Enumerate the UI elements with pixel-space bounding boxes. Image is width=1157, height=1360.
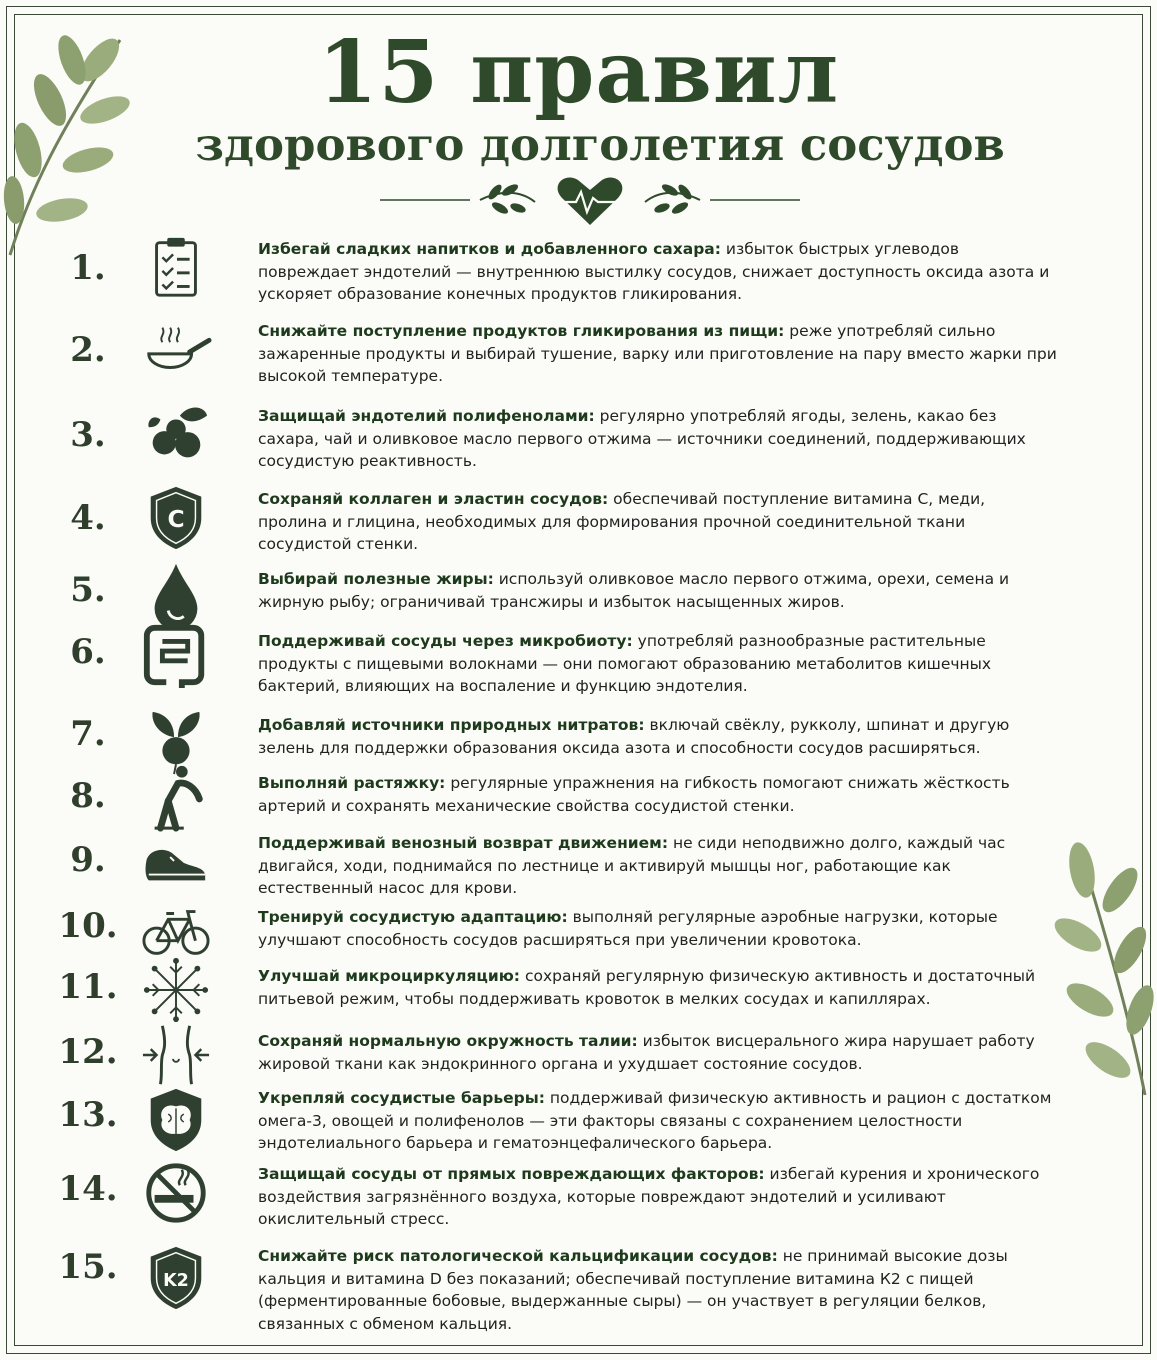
rule-number: 11.	[58, 967, 118, 1007]
rule-heading: Сохраняй нормальную окружность талии:	[258, 1032, 638, 1050]
rule-body: выполняй регулярные аэробные нагрузки, которые улучшают способность сосудов расширяться при увеличении кровотока.	[258, 908, 998, 949]
rule-heading: Выбирай полезные жиры:	[258, 570, 494, 588]
frying-pan-icon	[140, 315, 212, 385]
rule-text	[258, 772, 1058, 817]
heart-divider-icon	[380, 170, 800, 230]
rule-body: поддерживай физическую активность и рацион с достатком омега-3, овощей и полифенолов — эти факторы связаны с сохранением целостности эндотелиального барьера и гематоэнцефалического барьера.	[258, 1089, 1052, 1152]
rule-number: 3.	[70, 415, 106, 455]
rule-text	[258, 714, 1058, 759]
clipboard-checklist-icon	[140, 233, 212, 303]
rule-heading: Улучшай микроциркуляцию:	[258, 967, 521, 985]
rule-body: избыток висцерального жира нарушает работу жировой ткани как эндокринного органа и ухудшает состояние сосудов.	[258, 1032, 1035, 1073]
rule-number: 15.	[58, 1247, 118, 1287]
rule-text	[258, 832, 1058, 900]
rule-body: регулярно употребляй ягоды, зелень, какао без сахара, чай и оливковое масло первого отжима — источники соединений, поддерживающих сосудистую реактивность.	[258, 407, 1026, 470]
rule-text	[258, 630, 1058, 698]
rule-heading: Тренируй сосудистую адаптацию:	[258, 908, 568, 926]
rule-item	[0, 630, 1157, 700]
rule-heading: Добавляй источники природных нитратов:	[258, 716, 645, 734]
rule-heading: Защищай эндотелий полифенолами:	[258, 407, 595, 425]
rule-number: 8.	[70, 776, 106, 816]
rule-text	[258, 1030, 1058, 1075]
rule-heading: Поддерживай сосуды через микробиоту:	[258, 632, 633, 650]
rule-text	[258, 405, 1058, 473]
page-title: 15 правил	[317, 22, 840, 123]
rule-text	[258, 320, 1058, 388]
rule-body: избыток быстрых углеводов повреждает эндотелий — внутреннюю выстилку сосудов, снижает доступность оксида азота и ускоряет образование конечных продуктов гликирования.	[258, 240, 1050, 303]
rule-heading: Снижайте поступление продуктов гликирования из пищи:	[258, 322, 785, 340]
page-subtitle: здорового долголетия сосудов	[195, 118, 1005, 171]
rule-body: обеспечивай поступление витамина С, меди, пролина и глицина, необходимых для формирования прочной соединительной ткани сосудистой стенки.	[258, 490, 986, 553]
waist-icon	[140, 1020, 212, 1090]
brain-shield-icon	[140, 1085, 212, 1155]
rule-number: 10.	[58, 906, 118, 946]
rule-heading: Снижайте риск патологической кальцификации сосудов:	[258, 1247, 778, 1265]
rule-heading: Избегай сладких напитков и добавленного сахара:	[258, 240, 721, 258]
rule-number: 6.	[70, 632, 106, 672]
rule-body: не принимай высокие дозы кальция и витамина D без показаний; обеспечивай поступление витамина К2 с пищей (ферментированные бобовые, выдержанные сыры) — он участвует в регуляции белков, связанных с обменом кальция.	[258, 1247, 1008, 1333]
rule-text	[258, 1087, 1058, 1155]
rule-heading: Поддерживай венозный возврат движением:	[258, 834, 669, 852]
rule-item	[0, 1245, 1157, 1333]
no-smoking-icon	[140, 1158, 212, 1228]
vitamin-c-shield-icon	[140, 483, 212, 553]
rule-number: 12.	[58, 1032, 118, 1072]
rule-item	[0, 1087, 1157, 1157]
rule-number: 5.	[70, 570, 106, 610]
rule-body: включай свёклу, рукколу, шпинат и другую зелень для поддержки образования оксида азота и способности сосудов расширяться.	[258, 716, 1010, 757]
rule-body: употребляй разнообразные растительные продукты с пищевыми волокнами — они помогают образованию метаболитов кишечных бактерий, влияющих на воспаление и функцию эндотелия.	[258, 632, 992, 695]
rule-heading: Выполняй растяжку:	[258, 774, 446, 792]
rule-text	[258, 1245, 1058, 1335]
rule-body: избегай курения и хронического воздействия загрязнённого воздуха, которые повреждают эндотелий и усиливают окислительный стресс.	[258, 1165, 1040, 1228]
rule-heading: Защищай сосуды от прямых повреждающих факторов:	[258, 1165, 765, 1183]
rule-item	[0, 238, 1157, 308]
rule-number: 4.	[70, 498, 106, 538]
rule-body: сохраняй регулярную физическую активность и достаточный питьевой режим, чтобы поддерживать кровоток в мелких сосудах и капиллярах.	[258, 967, 1036, 1008]
svg-text:C: C	[167, 504, 185, 533]
rule-number: 1.	[70, 248, 106, 288]
rule-item	[0, 405, 1157, 475]
rule-item	[0, 1163, 1157, 1233]
rule-item	[0, 320, 1157, 390]
rule-text	[258, 568, 1058, 613]
rule-text	[258, 906, 1058, 951]
rule-text	[258, 1163, 1058, 1231]
rule-number: 14.	[58, 1169, 118, 1209]
capillary-network-icon	[140, 955, 212, 1025]
berries-icon	[140, 400, 212, 470]
rule-text	[258, 488, 1058, 556]
rule-number: 13.	[58, 1095, 118, 1135]
stretching-person-icon	[140, 762, 212, 832]
rule-item	[0, 488, 1157, 558]
rule-body: регулярные упражнения на гибкость помогают снижать жёсткость артерий и сохранять механические свойства сосудистой стенки.	[258, 774, 1010, 815]
rule-body: не сиди неподвижно долго, каждый час двигайся, ходи, поднимайся по лестнице и активируй мышцы ног, работающие как естественный насос для крови.	[258, 834, 1006, 897]
intestine-icon	[140, 620, 212, 690]
rule-number: 9.	[70, 840, 106, 880]
sneaker-icon	[140, 824, 212, 894]
rule-number: 2.	[70, 330, 106, 370]
rule-text	[258, 238, 1058, 306]
rule-body: реже употребляй сильно зажаренные продукты и выбирай тушение, варку или приготовление на пару вместо жарки при высокой температуре.	[258, 322, 1057, 385]
rule-body: используй оливковое масло первого отжима, орехи, семена и жирную рыбу; ограничивай трансжиры и избыток насыщенных жиров.	[258, 570, 1010, 611]
svg-text:K2: K2	[163, 1270, 189, 1291]
rule-heading: Сохраняй коллаген и эластин сосудов:	[258, 490, 609, 508]
vitamin-k2-shield-icon	[140, 1243, 212, 1313]
rule-item	[0, 832, 1157, 902]
rule-number: 7.	[70, 714, 106, 754]
rule-text	[258, 965, 1058, 1010]
rule-heading: Укрепляй сосудистые барьеры:	[258, 1089, 545, 1107]
